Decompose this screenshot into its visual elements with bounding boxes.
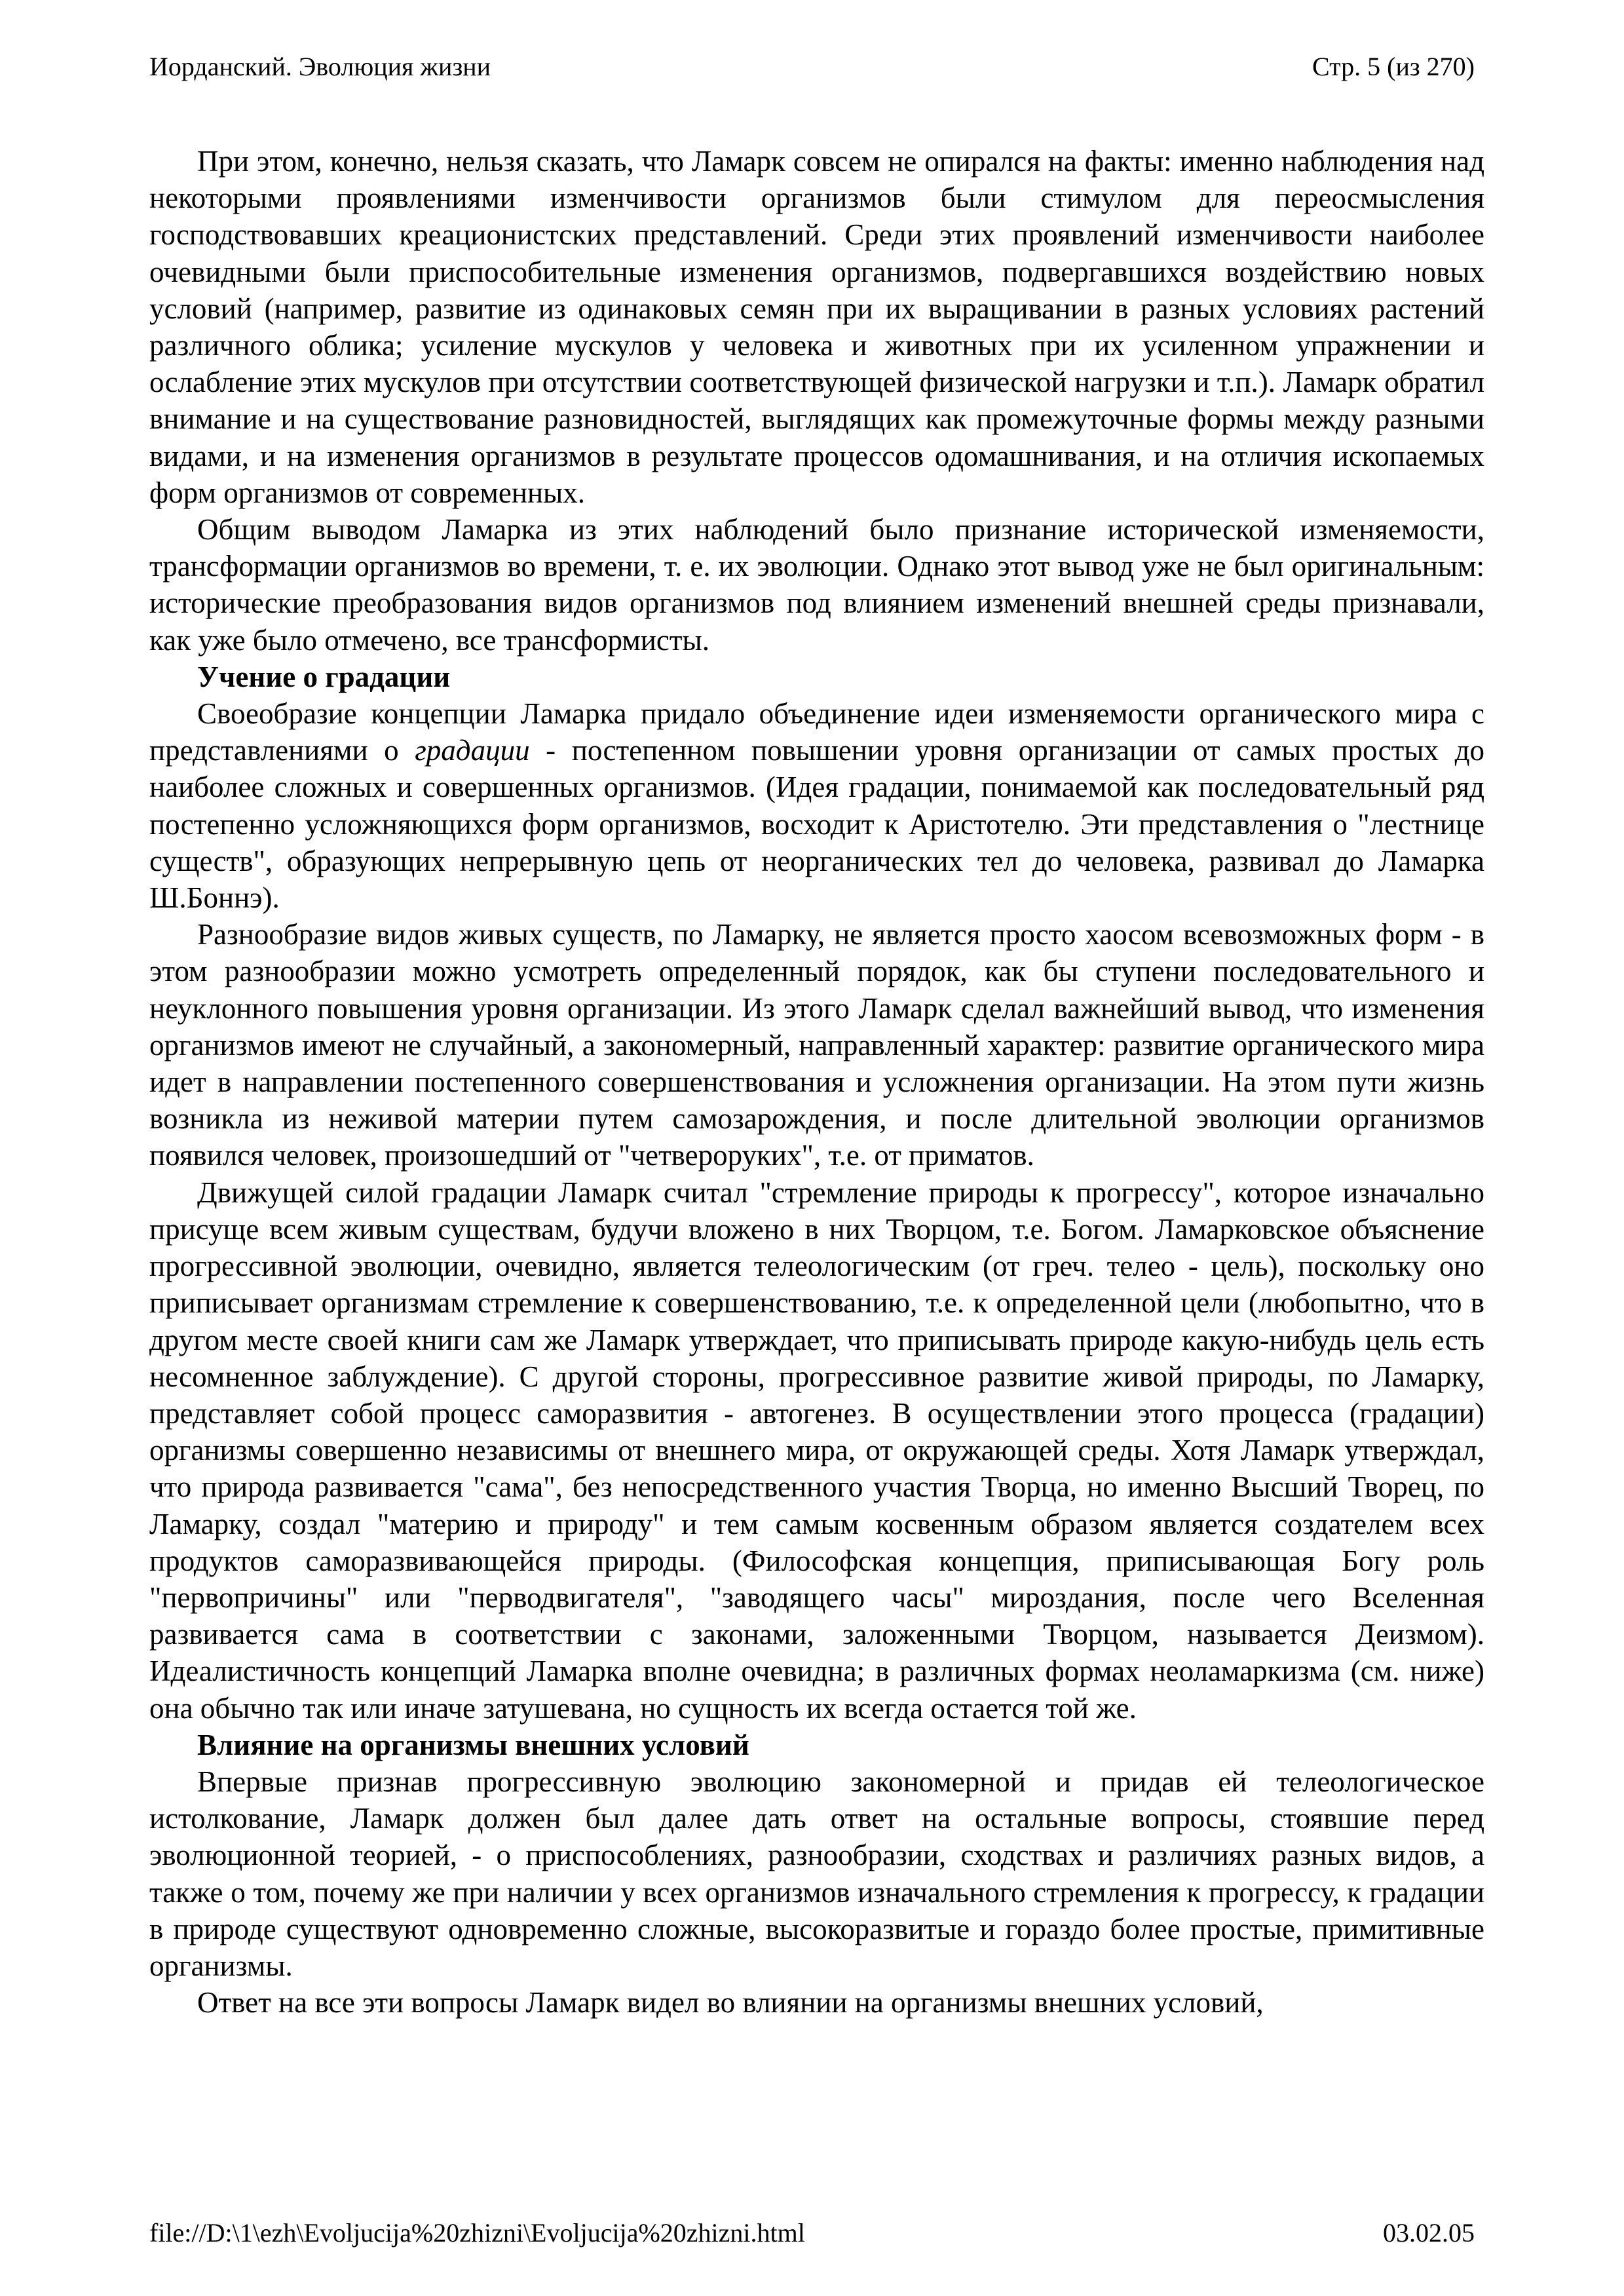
paragraph-3 <box>149 695 1484 916</box>
paragraph-3-start: Своеобразие концепции Ламарка придало объединение идеи изменяемости органического мира с представлениями о <box>149 697 1484 767</box>
paragraph-7: Ответ на все эти вопросы Ламарк видел во влиянии на организмы внешних условий, <box>197 1986 1264 2019</box>
paragraph-5: Движущей силой градации Ламарк считал "стремление природы к прогрессу", которое изначально присуще всем живым существам, будучи вложено в них Творцом, т.е. Богом. Ламарковское объяснение прогрессивной эволюции, очевидно, является телеологическим (от греч. телео - цель), поскольку оно приписывает организмам стремление к совершенствованию, т.е. к определенной цели (любопытно, что в другом месте своей книги сам же Ламарк утверждает, что приписывать природе какую-нибудь цель есть несомненное заблуждение). С другой стороны, прогрессивное развитие живой природы, по Ламарку, представляет собой процесс саморазвития - автогенез. В осуществлении этого процесса (градации) организмы совершенно независимы от внешнего мира, от окружающей среды. Хотя Ламарк утверждал, что природа развивается "сама", без непосредственного участия Творца, но именно Высший Творец, по Ламарку, создал "материю и природу" и тем самым косвенным образом является создателем всех продуктов саморазвивающейся природы. (Философская концепция, приписывающая Богу роль "первопричины" или "перводвигателя", "заводящего часы" мироздания, после чего Вселенная развивается сама в соответствии с законами, заложенными Творцом, называется Деизмом). Идеалистичность концепций Ламарка вполне очевидна; в различных формах неоламаркизма (см. ниже) она обычно так или иначе затушевана, но сущность их всегда остается той же. <box>149 1176 1484 1725</box>
paragraph-3-end: - постепенном повышении уровня организации от самых простых до наиболее сложных и совершенных организмов. (Идея градации, понимаемой как последовательный ряд постепенно усложняющихся форм организмов, восходит к Аристотелю. Эти представления о "лестнице существ", образующих непрерывную цепь от неорганических тел до человека, развивал до Ламарка Ш.Боннэ). <box>149 734 1484 915</box>
term-gradation: градации <box>415 734 530 767</box>
paragraph-4: Разнообразие видов живых существ, по Ламарку, не является просто хаосом всевозможных форм - в этом разнообразии можно усмотреть определенный порядок, как бы ступени последовательного и неуклонного повышения уровня организации. Из этого Ламарк сделал важнейший вывод, что изменения организмов имеют не случайный, а закономерный, направленный характер: развитие органического мира идет в направлении постепенного совершенствования и усложнения организации. На этом пути жизнь возникла из неживой материи путем самозарождения, и после длительной эволюции организмов появился человек, произошедший от "четвероруких", т.е. от приматов. <box>149 918 1484 1172</box>
document-body <box>149 143 1484 2021</box>
section-heading-gradation: Учение о градации <box>197 660 451 693</box>
paragraph-6: Впервые признав прогрессивную эволюцию закономерной и придав ей телеологическое истолкование, Ламарк должен был далее дать ответ на остальные вопросы, стоявшие перед эволюционной теорией, - о приспособлениях, разнообразии, сходствах и различиях разных видов, а также о том, почему же при наличии у всех организмов изначального стремления к прогрессу, к градации в природе существуют одновременно сложные, высокоразвитые и гораздо более простые, примитивные организмы. <box>149 1765 1484 1982</box>
page-number: Стр. 5 (из 270) <box>1312 52 1475 81</box>
paragraph-2: Общим выводом Ламарка из этих наблюдений было признание исторической изменяемости, трансформации организмов во времени, т. е. их эволюции. Однако этот вывод уже не был оригинальным: исторические преобразования видов организмов под влиянием изменений внешней среды признавали, как уже было отмечено, все трансформисты. <box>149 513 1484 657</box>
page-header <box>149 47 1475 86</box>
file-path: file://D:\1\ezh\Evoljucija%20zhizni\Evoljucija%20zhizni.html <box>149 2218 805 2248</box>
section-heading-external-conditions: Влияние на организмы внешних условий <box>197 1728 749 1761</box>
print-date: 03.02.05 <box>1383 2218 1475 2248</box>
document-title: Иорданский. Эволюция жизни <box>149 52 491 81</box>
paragraph-1: При этом, конечно, нельзя сказать, что Ламарк совсем не опирался на факты: именно наблюдения над некоторыми проявлениями изменчивости организмов были стимулом для переосмысления господствовавших креационистских представлений. Среди этих проявлений изменчивости наиболее очевидными были приспособительные изменения организмов, подвергавшихся воздействию новых условий (например, развитие из одинаковых семян при их выращивании в разных условиях растений различного облика; усиление мускулов у человека и животных при их усиленном упражнении и ослабление этих мускулов при отсутствии соответствующей физической нагрузки и т.п.). Ламарк обратил внимание и на существование разновидностей, выглядящих как промежуточные формы между разными видами, и на изменения организмов в результате процессов одомашнивания, и на отличия ископаемых форм организмов от современных. <box>149 145 1484 509</box>
page-footer <box>149 2213 1475 2253</box>
